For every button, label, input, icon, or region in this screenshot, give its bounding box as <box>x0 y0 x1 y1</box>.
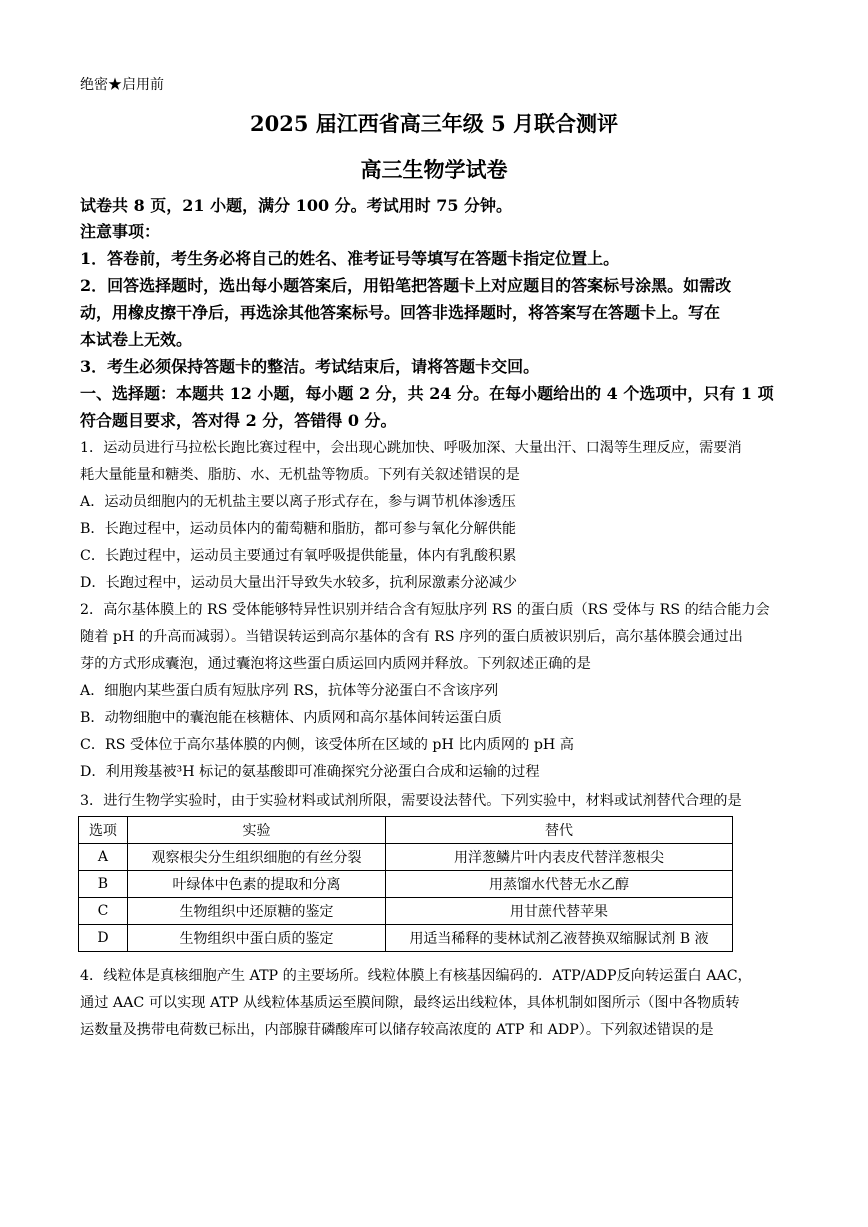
question-stem: 3．进行生物学实验时，由于实验材料或试剂所限，需要设法替代。下列实验中，材料或试剂替代合理的是 <box>80 793 742 809</box>
exam-title: 2025 届江西省高三年级 5 月联合测评 <box>250 111 618 136</box>
note-line: 2．回答选择题时，选出每小题答案后，用铅笔把答题卡上对应题目的答案标号涂黑。如需改 <box>80 276 732 295</box>
answer-option: A．细胞内某些蛋白质有短肽序列 RS，抗体等分泌蛋白不含该序列 <box>80 683 499 699</box>
table-row <box>79 898 733 925</box>
table-cell: 用洋葱鳞片叶内表皮代替洋葱根尖 <box>386 844 733 871</box>
question-stem: 芽的方式形成囊泡，通过囊泡将这些蛋白质运回内质网并释放。下列叙述正确的是 <box>80 656 591 672</box>
question-stem: 耗大量能量和糖类、脂肪、水、无机盐等物质。下列有关叙述错误的是 <box>80 467 520 483</box>
answer-option: D．利用羧基被³H 标记的氨基酸即可准确探究分泌蛋白合成和运输的过程 <box>80 764 540 780</box>
exam-subtitle: 高三生物学试卷 <box>360 157 508 182</box>
confidential-label: 绝密★启用前 <box>80 77 164 93</box>
table-cell: 生物组织中还原糖的鉴定 <box>127 898 385 925</box>
table-cell: A <box>79 844 128 871</box>
question-stem: 2．高尔基体膜上的 RS 受体能够特异性识别并结合含有短肽序列 RS 的蛋白质（RS 受体与 RS 的结合能力会 <box>80 602 770 618</box>
table-cell: 用甘蔗代替苹果 <box>386 898 733 925</box>
table-header-cell: 替代 <box>386 817 733 844</box>
table-cell: 叶绿体中色素的提取和分离 <box>127 871 385 898</box>
table-row <box>79 925 733 952</box>
question-stem: 4．线粒体是真核细胞产生 ATP 的主要场所。线粒体膜上有核基因编码的．ATP/ADP反向转运蛋白 AAC， <box>80 968 752 984</box>
question-stem: 通过 AAC 可以实现 ATP 从线粒体基质运至膜间隙，最终运出线粒体，具体机制如图所示（图中各物质转 <box>80 995 740 1011</box>
table-row <box>79 871 733 898</box>
table-cell: 用蒸馏水代替无水乙醇 <box>386 871 733 898</box>
section-heading: 符合题目要求，答对得 2 分，答错得 0 分。 <box>80 411 397 430</box>
question-stem: 随着 pH 的升高而减弱）。当错误转运到高尔基体的含有 RS 序列的蛋白质被识别后，高尔基体膜会通过出 <box>80 629 743 645</box>
answer-option: D．长跑过程中，运动员大量出汗导致失水较多，抗利尿激素分泌减少 <box>80 575 518 591</box>
table-cell: 用适当稀释的斐林试剂乙液替换双缩脲试剂 B 液 <box>386 925 733 952</box>
question-stem: 运数量及携带电荷数已标出，内部腺苷磷酸库可以储存较高浓度的 ATP 和 ADP）。下列叙述错误的是 <box>80 1022 714 1038</box>
table-row <box>79 844 733 871</box>
table-cell: D <box>79 925 128 952</box>
section-heading: 一、选择题：本题共 12 小题，每小题 2 分，共 24 分。在每小题给出的 4 个选项中，只有 1 项 <box>80 384 774 403</box>
table-cell: 观察根尖分生组织细胞的有丝分裂 <box>127 844 385 871</box>
note-line: 动，用橡皮擦干净后，再选涂其他答案标号。回答非选择题时，将答案写在答题卡上。写在 <box>80 303 721 322</box>
note-line: 1．答卷前，考生务必将自己的姓名、准考证号等填写在答题卡指定位置上。 <box>80 249 620 268</box>
answer-option: C．长跑过程中，运动员主要通过有氧呼吸提供能量，体内有乳酸积累 <box>80 548 517 564</box>
exam-summary: 试卷共 8 页，21 小题，满分 100 分。考试用时 75 分钟。 <box>80 196 513 215</box>
answer-option: C．RS 受体位于高尔基体膜的内侧，该受体所在区域的 pH 比内质网的 pH 高 <box>80 737 574 753</box>
notes-heading: 注意事项： <box>80 222 161 241</box>
note-line: 本试卷上无效。 <box>80 330 193 349</box>
substitution-table <box>78 816 733 952</box>
question-stem: 1．运动员进行马拉松长跑比赛过程中，会出现心跳加快、呼吸加深、大量出汗、口渴等生理反应，需要消 <box>80 440 742 456</box>
table-cell: 生物组织中蛋白质的鉴定 <box>127 925 385 952</box>
answer-option: A．运动员细胞内的无机盐主要以离子形式存在，参与调节机体渗透压 <box>80 494 516 510</box>
table-cell: B <box>79 871 128 898</box>
answer-option: B．长跑过程中，运动员体内的葡萄糖和脂肪，都可参与氧化分解供能 <box>80 521 517 537</box>
answer-option: B．动物细胞中的囊泡能在核糖体、内质网和高尔基体间转运蛋白质 <box>80 710 502 726</box>
table-header-row <box>79 817 733 844</box>
table-header-cell: 实验 <box>127 817 385 844</box>
table-header-cell: 选项 <box>79 817 128 844</box>
note-line: 3．考生必须保持答题卡的整洁。考试结束后，请将答题卡交回。 <box>80 357 540 376</box>
table-cell: C <box>79 898 128 925</box>
